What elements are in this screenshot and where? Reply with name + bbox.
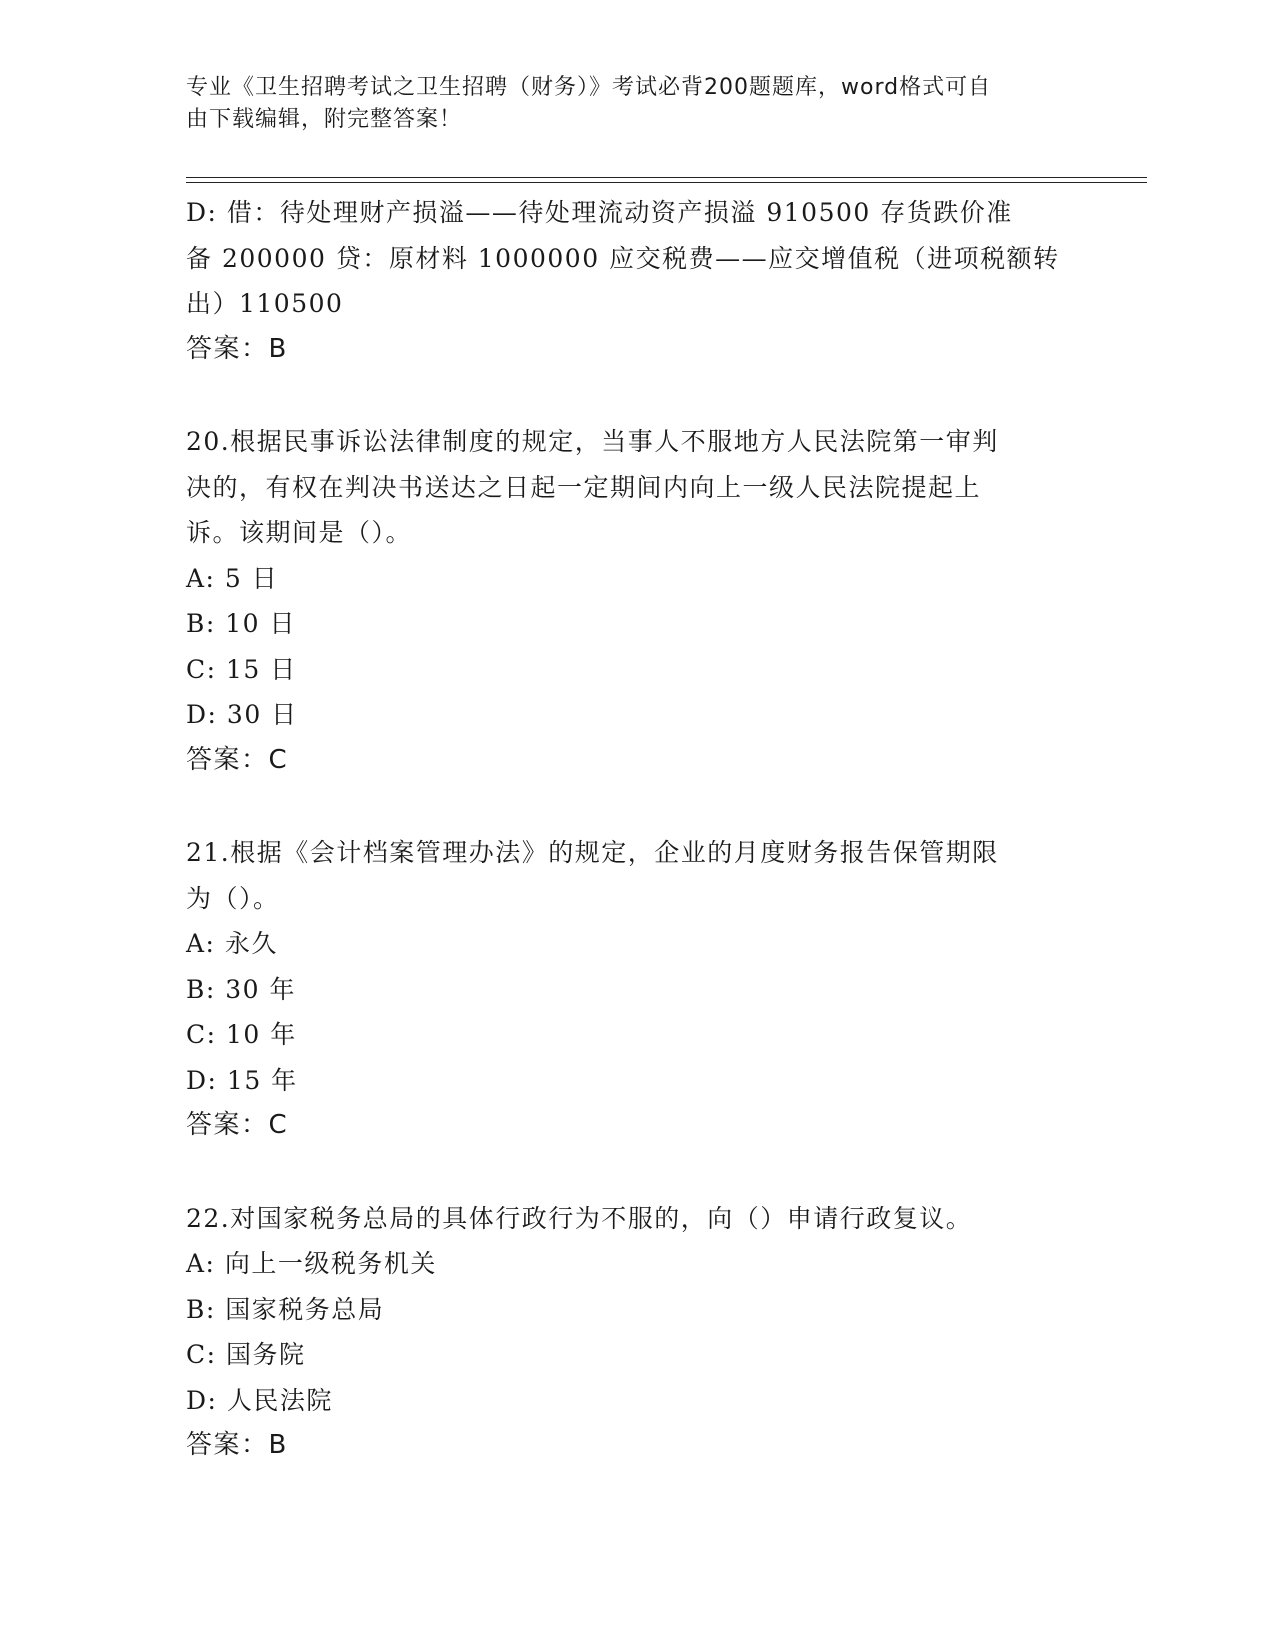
question-stem: 为（）。: [186, 883, 280, 913]
option-c: C: 国务院: [186, 1340, 306, 1369]
document-header: [186, 72, 1066, 136]
option-c: C: 10 年: [186, 1020, 297, 1049]
answer-label: 答案：B: [186, 1430, 288, 1460]
option-b: B: 10 日: [186, 609, 296, 638]
header-line-1: 专业《卫生招聘考试之卫生招聘（财务）》考试必背200题题库，word格式可自: [186, 75, 992, 100]
question-stem: 22.对国家税务总局的具体行政行为不服的，向（）申请行政复议。: [186, 1203, 973, 1233]
answer-label: 答案：C: [186, 1110, 289, 1140]
option-d: D: 30 日: [186, 700, 298, 729]
question-list: [186, 190, 1086, 1469]
option-d-line-3: 出）110500: [186, 289, 344, 318]
question-stem: 20.根据民事诉讼法律制度的规定，当事人不服地方人民法院第一审判: [186, 427, 999, 456]
option-d: D: 人民法院: [186, 1385, 333, 1415]
header-rule-top: [186, 177, 1147, 178]
question-stem: 诉。该期间是（）。: [186, 518, 413, 547]
option-d-line-1: D: 借：待处理财产损溢——待处理流动资产损溢 910500 存货跌价准: [186, 198, 1013, 227]
answer-label: 答案：C: [186, 744, 289, 775]
option-c: C: 15 日: [186, 654, 297, 684]
question-continued: [186, 190, 1086, 372]
header-line-2: 由下载编辑，附完整答案！: [186, 107, 463, 132]
question-stem: 决的，有权在判决书送达之日起一定期间内向上一级人民法院提起上: [186, 472, 982, 502]
question-stem: 21.根据《会计档案管理办法》的规定，企业的月度财务报告保管期限: [186, 838, 999, 867]
spacer: [186, 783, 1086, 830]
answer-label: 答案：B: [186, 333, 288, 364]
spacer: [186, 372, 1086, 419]
question-21: [186, 830, 1086, 1149]
option-a: A: 永久: [186, 929, 278, 958]
option-d-line-2: 备 200000 贷：原材料 1000000 应交税费——应交增值税（进项税额转: [186, 243, 1060, 273]
option-d: D: 15 年: [186, 1065, 298, 1095]
header-rule-bottom: [186, 182, 1147, 183]
question-22: [186, 1196, 1086, 1469]
option-a: A: 5 日: [186, 563, 279, 593]
option-b: B: 国家税务总局: [186, 1294, 385, 1324]
option-a: A: 向上一级税务机关: [186, 1249, 437, 1278]
spacer: [186, 1149, 1086, 1196]
question-20: [186, 419, 1086, 783]
option-b: B: 30 年: [186, 974, 296, 1004]
